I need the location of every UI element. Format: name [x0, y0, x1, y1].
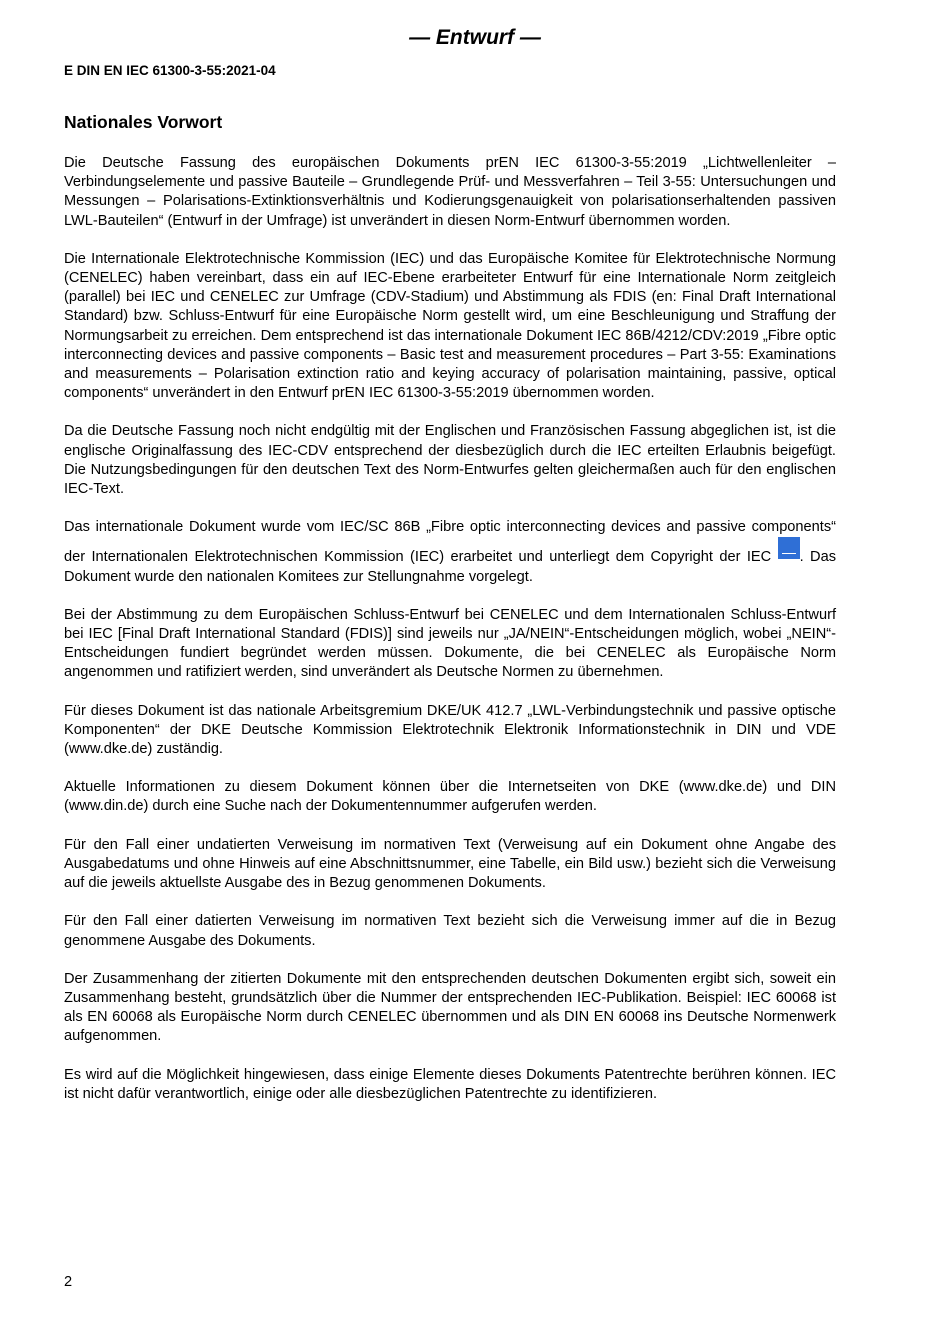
paragraph: Die Deutsche Fassung des europäischen Dokuments prEN IEC 61300-3-55:2019 „Lichtwellenleiter – Verbindungselemente und passive Bauteile – Grundlegende Prüf- und Messverfahren – Teil 3-55: Untersuchungen und Messungen – Polarisations-Extinktionsverhältnis und Kodierungsgenauigkeit von polarisationserhaltenden passiven LWL-Bauteilen“ (Entwurf in der Umfrage) ist unverändert in diesen Norm-Entwurf übernommen worden. — [64, 155, 836, 229]
paragraph: Für den Fall einer datierten Verweisung im normativen Text bezieht sich die Verweisung immer auf die in Bezug genommene Ausgabe des Dokuments. — [64, 913, 836, 949]
paragraph: Der Zusammenhang der zitierten Dokumente mit den entsprechenden deutschen Dokumenten ergibt sich, soweit ein Zusammenhang besteht, grundsätzlich über die Nummer der entsprechenden IEC-Publikation. Beispiel: IEC 60068 ist als EN 60068 als Europäische Norm durch CENELEC übernommen und als DIN EN 60068 ins Deutsche Normenwerk aufgenommen. — [64, 970, 836, 1045]
paragraph: Aktuelle Informationen zu diesem Dokument können über die Internetseiten von DKE (www.dke.de) und DIN (www.din.de) durch eine Suche nach der Dokumentennummer aufgerufen werden. — [64, 779, 836, 815]
body-text — [64, 154, 836, 1123]
paragraph: Es wird auf die Möglichkeit hingewiesen, dass einige Elemente dieses Dokuments Patentrechte berühren können. IEC ist nicht dafür verantwortlich, einige oder alle diesbezüglichen Patentrechte zu identifizieren. — [64, 1066, 836, 1102]
paragraph: Für den Fall einer undatierten Verweisung im normativen Text (Verweisung auf ein Dokument ohne Angabe des Ausgabedatums und ohne Hinweis auf eine Abschnittsnummer, eine Tabelle, ein Bild usw.) bezieht sich die Verweisung auf die jeweils aktuellste Ausgabe des in Bezug genommenen Dokuments. — [64, 836, 836, 892]
paragraph — [64, 518, 836, 587]
section-title: Nationales Vorwort — [64, 112, 223, 132]
paragraph-text: Das internationale Dokument wurde vom IEC/SC 86B „Fibre optic interconnecting devices and passive components“ der Internationalen Elektrotechnischen Kommission (IEC) erarbeitet und unterliegt dem Copyright der IEC — [64, 519, 836, 566]
page-number: 2 — [64, 1274, 73, 1290]
paragraph: Für dieses Dokument ist das nationale Arbeitsgremium DKE/UK 412.7 „LWL-Verbindungstechnik und passive optische Komponenten“ der DKE Deutsche Kommission Elektrotechnik Elektronik Informationstechnik in DIN und VDE (www.dke.de) zuständig. — [64, 702, 836, 758]
document-id: E DIN EN IEC 61300-3-55:2021-04 — [64, 63, 276, 78]
draft-label: — Entwurf — — [409, 26, 541, 49]
iec-logo-icon — [778, 537, 800, 559]
paragraph: Bei der Abstimmung zu dem Europäischen Schluss-Entwurf bei CENELEC und dem Internationalen Schluss-Entwurf bei IEC [Final Draft International Standard (FDIS)] sind jeweils nur „JA/NEIN“-Entscheidungen möglich, wobei „NEIN“-Entscheidungen fundiert begründet werden müssen. Dokumente, die bei CENELEC als Europäische Norm angenommen und ratifiziert werden, sind unverändert als Deutsche Normen zu übernehmen. — [64, 606, 836, 681]
paragraph: Die Internationale Elektrotechnische Kommission (IEC) und das Europäische Komitee für Elektrotechnische Normung (CENELEC) haben vereinbart, dass ein auf IEC-Ebene erarbeiteter Entwurf für eine Internationale Norm zeitgleich (parallel) bei IEC und CENELEC zur Umfrage (CDV-Stadium) und Abstimmung als FDIS (en: Final Draft International Standard) bzw. Schluss-Entwurf für eine Europäische Norm gestellt wird, um eine Beschleunigung und Straffung der Normungsarbeit zu erreichen. Dem entsprechend ist das internationale Dokument IEC 86B/4212/CDV:2019 „Fibre optic interconnecting devices and passive components – Basic test and measurement procedures – Part 3-55: Examinations and measurements – Polarisation extinction ratio and keying accuracy of polarisation maintaining, passive, optical components“ unverändert in den Entwurf prEN IEC 61300-3-55:2019 übernommen worden. — [64, 250, 836, 402]
paragraph-text: . Das Dokument wurde den nationalen Komitees zur Stellungnahme vorgelegt. — [64, 549, 837, 585]
paragraph: Da die Deutsche Fassung noch nicht endgültig mit der Englischen und Französischen Fassung abgeglichen ist, ist die englische Originalfassung des IEC-CDV entsprechend der diesbezüglich durch die IEC erteilten Erlaubnis beigefügt. Die Nutzungsbedingungen für den deutschen Text des Norm-Entwurfes gelten gleichermaßen auch für den englischen IEC-Text. — [64, 423, 836, 498]
